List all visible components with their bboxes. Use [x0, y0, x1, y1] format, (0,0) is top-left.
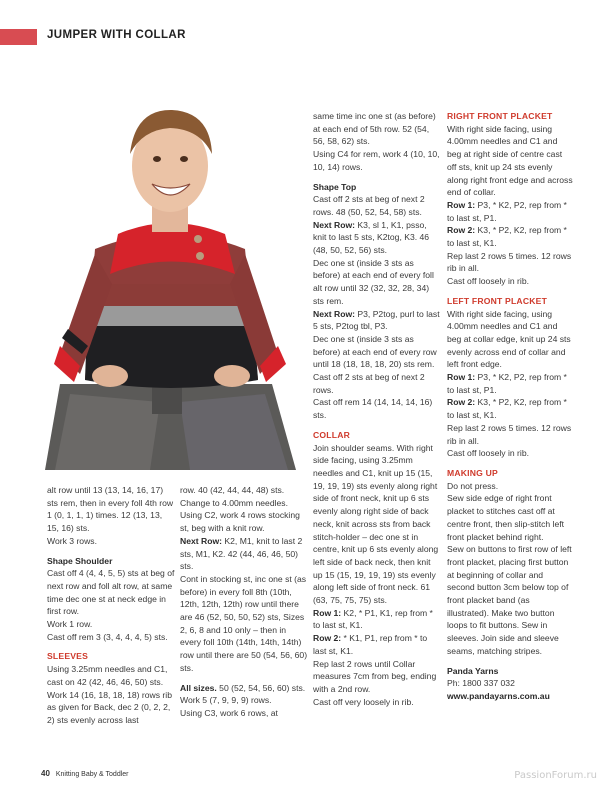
paragraph: Cast off loosely in rib. [447, 448, 529, 459]
row-label: Row 2: [447, 225, 476, 236]
boy-photo [40, 84, 302, 470]
paragraph: With right side facing, using 4.00mm needles and C1 and beg at right side of centre cast off sts, knit up 24 sts evenly along right front edge and across end of collar. [447, 123, 573, 198]
column-1 [47, 484, 175, 727]
row-text: P3, * K2, P2, rep from * to last st, P1. [447, 372, 567, 395]
paragraph [313, 219, 441, 257]
watermark: PassionForum.ru [514, 770, 597, 781]
paragraph: Cast off 4 (4, 4, 5, 5) sts at beg of next row and foll alt row, at same time dec one st at neck edge in first row. [47, 568, 175, 617]
paragraph: row. 40 (42, 44, 44, 48) sts. Change to 4.00mm needles. Using C2, work 4 rows stocking st, beg with a knit row. [180, 485, 300, 534]
paragraph [180, 682, 308, 695]
column-4 [447, 110, 573, 703]
paragraph: Cast off very loosely in rib. [313, 696, 414, 707]
row-label: Next Row: [180, 535, 223, 546]
row-label: Row 1: [447, 372, 476, 383]
paragraph: same time inc one st (as before) at each end of 5th row. 52 (54, 56, 58, 62) sts. [313, 111, 436, 147]
paragraph: Cast off loosely in rib. [447, 276, 529, 287]
paragraph: Rep last 2 rows 5 times. 12 rows rib in all. [447, 422, 572, 446]
section-heading: Shape Shoulder [47, 555, 113, 566]
paragraph [313, 607, 441, 632]
section-heading: LEFT FRONT PLACKET [447, 295, 548, 306]
supplier-phone: Ph: 1800 337 032 [447, 678, 515, 689]
paragraph [313, 308, 441, 333]
paragraph: Dec one st (inside 3 sts as before) at each end of every row until 18 (18, 18, 18, 20) sts rem. [313, 333, 437, 370]
paragraph: Sew side edge of right front placket to stitches cast off at centre front, then slip-stitch left front placket behind right. [447, 493, 565, 542]
paragraph: Dec one st (inside 3 sts as before) at each end of every foll alt row until 32 (32, 32, 28, 34) sts rem. [313, 257, 434, 306]
paragraph: Join shoulder seams. With right side facing, using 3.25mm needles and C1, knit up 15 (15, 19, 19, 19) sts evenly along right side of front neck, knit up 6 sts evenly along right side of back neck, knit across sts from back stitch-holder – dec one st in centre, knit up 6 sts evenly along left side of back neck, then knit up 15 (15, 19, 19, 19) sts evenly along left side of front neck. 61 (63, 75, 75, 75) sts. [313, 442, 439, 606]
paragraph [447, 199, 573, 224]
paragraph: Using 3.25mm needles and C1, cast on 42 (42, 46, 46, 50) sts. [47, 664, 168, 687]
paragraph: Work 14 (16, 18, 18, 18) rows rib as given for Back, dec 2 (0, 2, 2, 2) sts evenly across last [47, 689, 172, 725]
column-2 [180, 484, 308, 720]
paragraph: Cast off rem 3 (3, 4, 4, 4, 5) sts. [47, 631, 168, 642]
section-heading: RIGHT FRONT PLACKET [447, 111, 553, 121]
paragraph [447, 371, 573, 396]
paragraph [447, 224, 573, 249]
paragraph: alt row until 13 (13, 14, 16, 17) sts rem, then in every foll 4th row 1 (0, 1, 1, 1) times. 12 (13, 13, 15, 16) sts. [47, 485, 174, 534]
row-label: Row 2: [447, 397, 476, 408]
row-text: K3, * P2, K2, rep from * to last st, K1. [447, 225, 567, 249]
paragraph: Using C3, work 6 rows, at [180, 707, 278, 718]
section-heading: COLLAR [313, 429, 351, 440]
supplier-website: www.pandayarns.com.au [447, 690, 550, 701]
paragraph [180, 535, 308, 573]
paragraph: Cast off rem 14 (14, 14, 14, 16) sts. [313, 397, 433, 421]
row-text: K2, * P1, K1, rep from * to last st, K1. [313, 607, 433, 631]
row-text: K3, sl 1, K1, psso, knit to last 5 sts, K2tog, K3. 46 (48, 50, 52, 56) sts. [313, 219, 430, 256]
magazine-name: Knitting Baby & Toddler [55, 771, 129, 778]
paragraph: Work 3 rows. [47, 535, 97, 546]
paragraph [447, 396, 573, 421]
paragraph: Rep last 2 rows 5 times. 12 rows rib in all. [447, 250, 572, 274]
supplier-name: Panda Yarns [447, 665, 499, 676]
row-label: Row 2: [313, 633, 342, 644]
paragraph [313, 632, 441, 657]
paragraph: Using C4 for rem, work 4 (10, 10, 10, 14) rows. [313, 149, 440, 172]
page-footer [41, 769, 129, 778]
paragraph: Work 5 (7, 9, 9, 9) rows. [180, 695, 272, 706]
header-accent-bar [0, 29, 37, 45]
row-label: Next Row: [313, 219, 356, 230]
section-heading: Shape Top [313, 181, 357, 192]
paragraph: Cont in stocking st, inc one st (as before) in every foll 8th (10th, 12th, 12th, 12th) row until there are 46 (52, 50, 50, 52) sts, Sizes 2, 6, 8 and 10 only – then in every foll 10th (14th, 14th, 14th) row until there are 50 (54, 56, 60) sts. [180, 573, 308, 673]
page-number: 40 [41, 769, 50, 778]
row-text: K3, * P2, K2, rep from * to last st, K1. [447, 397, 567, 421]
boy-illustration [40, 84, 302, 470]
section-heading: MAKING UP [447, 467, 498, 478]
row-text: * K1, P1, rep from * to last st, K1. [313, 633, 428, 656]
column-3 [313, 110, 441, 708]
section-heading: SLEEVES [47, 651, 89, 662]
paragraph: Rep last 2 rows until Collar measures 7cm from beg, ending with a 2nd row. [313, 658, 437, 694]
row-text: P3, * K2, P2, rep from * to last st, P1. [447, 199, 567, 223]
row-text: K2, M1, knit to last 2 sts, M1, K2. 42 (44, 46, 46, 50) sts. [180, 535, 303, 572]
paragraph: Cast off 2 sts at beg of next 2 rows. 48 (50, 52, 54, 58) sts. [313, 194, 425, 217]
row-text: 50 (52, 54, 56, 60) sts. [216, 682, 306, 693]
paragraph: With right side facing, using 4.00mm needles and C1 and beg at collar edge, knit up 24 sts evenly across end of collar and left front edge. [447, 308, 571, 370]
paragraph: Do not press. [447, 480, 499, 491]
paragraph: Work 1 row. [47, 619, 93, 630]
row-text: P3, P2tog, purl to last 5 sts, P2tog tbl, P3. [313, 308, 440, 332]
row-label: Row 1: [447, 199, 476, 210]
row-label: Next Row: [313, 308, 356, 319]
paragraph: Cast off 2 sts at beg of next 2 rows. [313, 372, 425, 395]
page-title: JUMPER WITH COLLAR [47, 29, 186, 41]
row-label: Row 1: [313, 607, 342, 618]
row-label: All sizes. [180, 682, 217, 693]
paragraph: Sew on buttons to first row of left front placket, placing first button at beginning of collar and second button 3cm below top of front placket band (as illustrated). Make two button loops to fit buttons. Sew in sleeves. Join side and sleeve seams, matching stripes. [447, 544, 572, 656]
